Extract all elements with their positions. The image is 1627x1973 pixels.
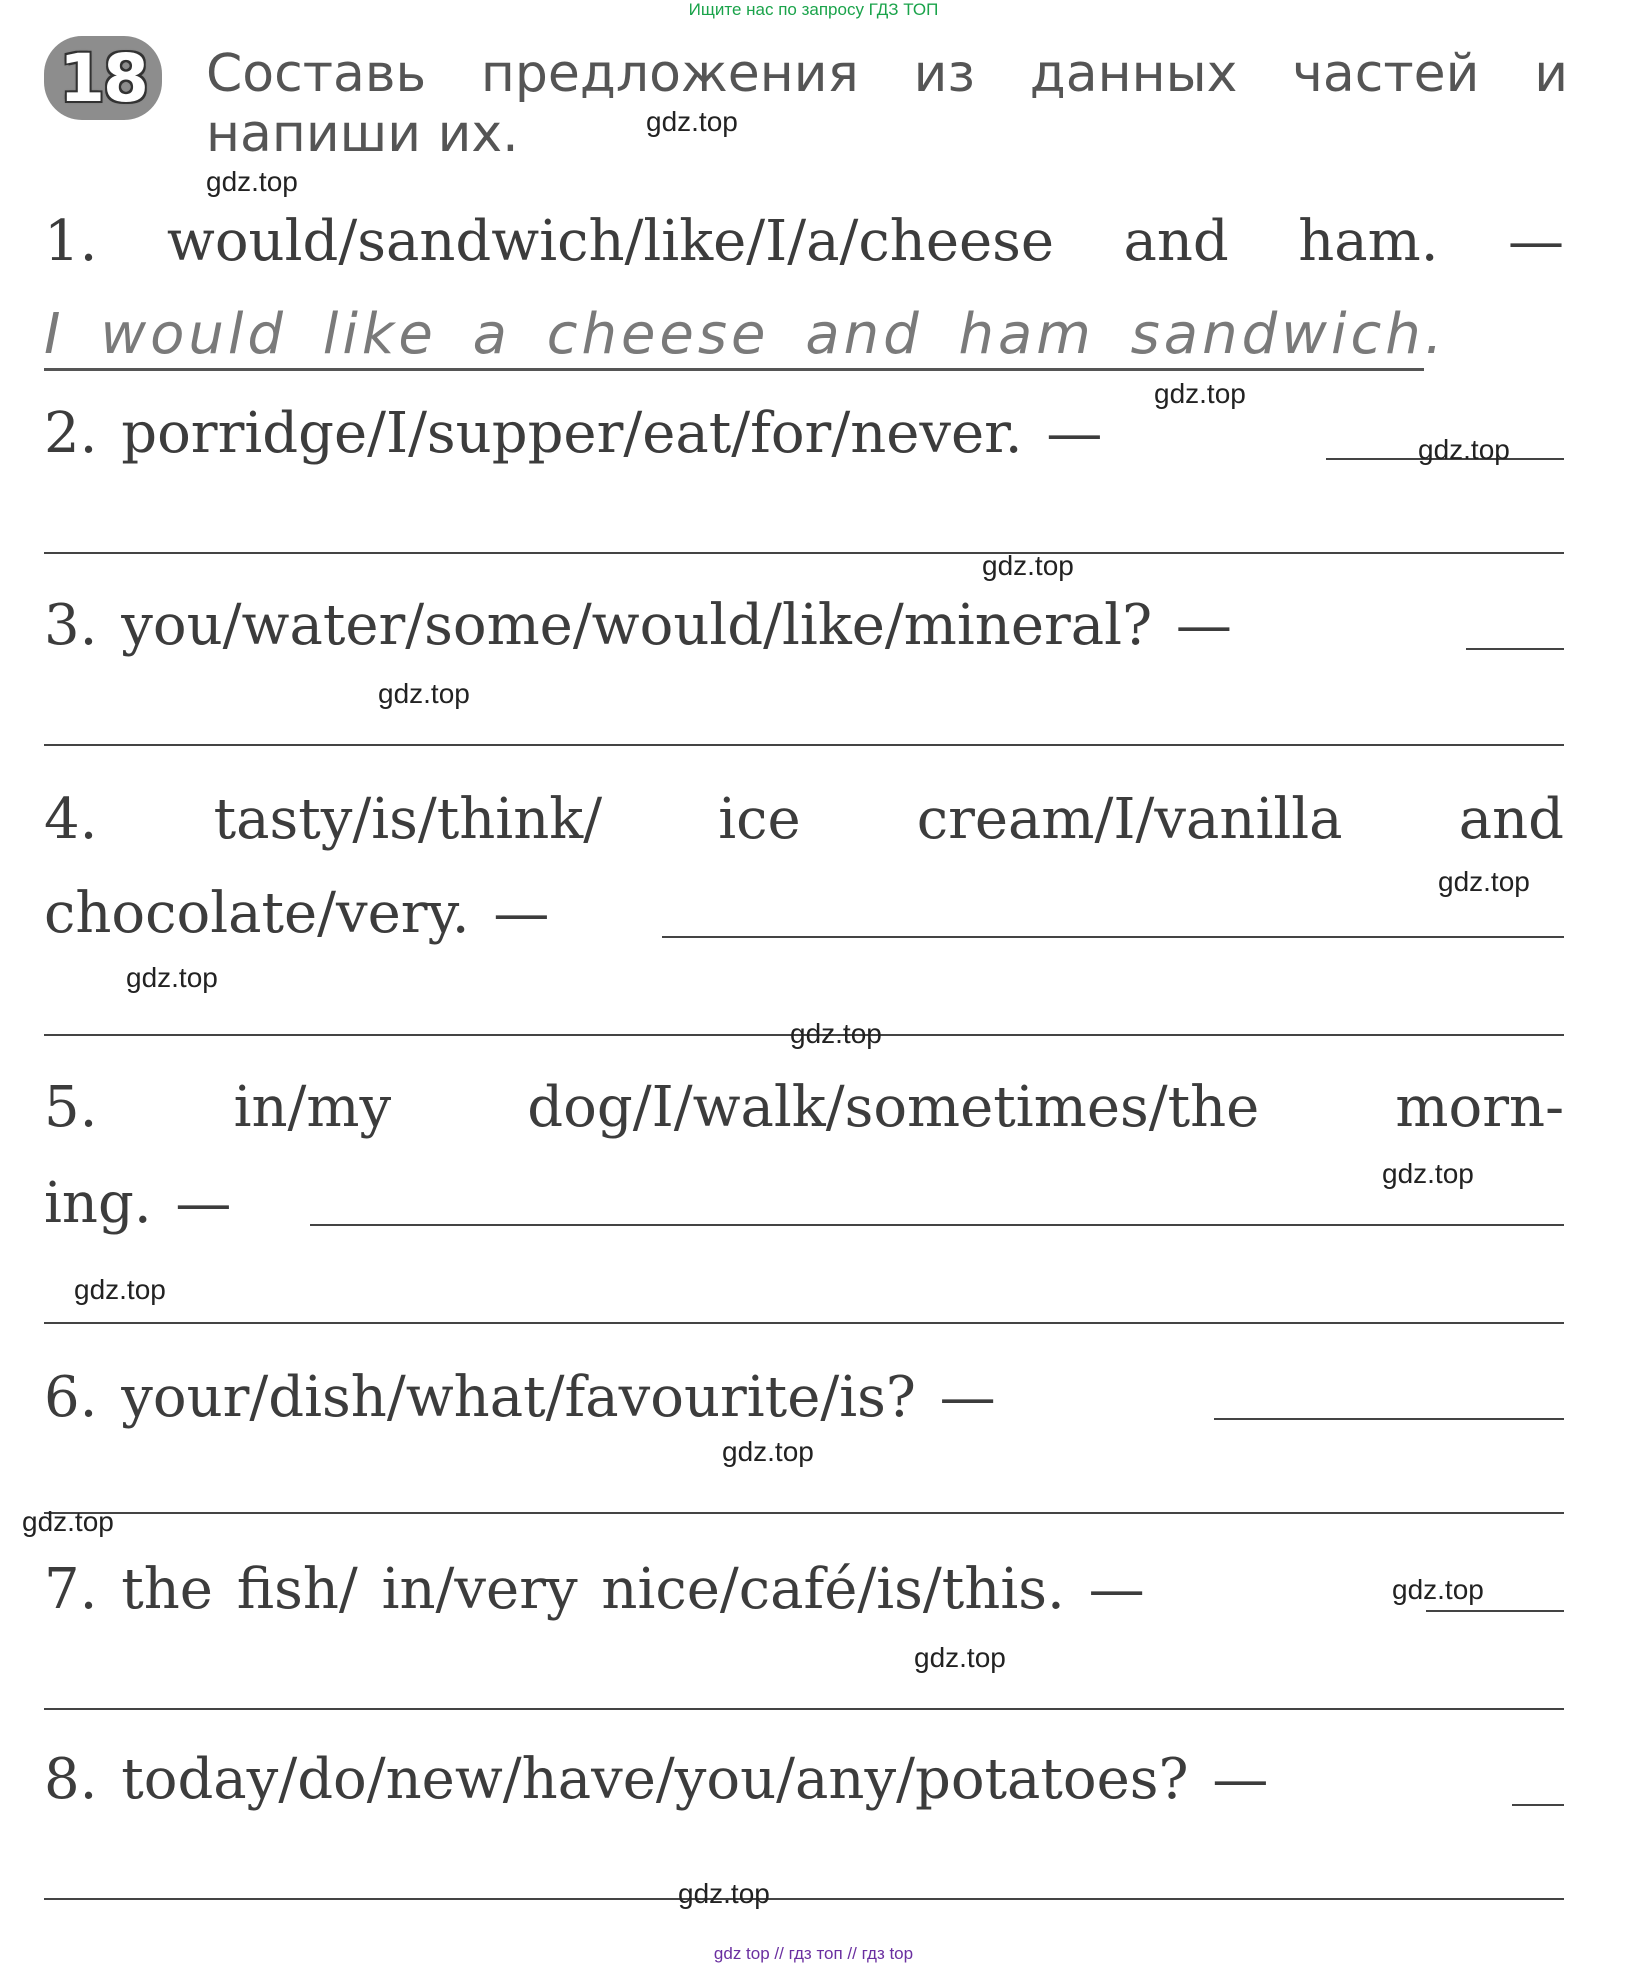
task-5-prompt-line1: 5. in/my dog/I/walk/sometimes/the morn- [44, 1075, 1564, 1140]
task-6-answer-line-a[interactable] [1214, 1418, 1564, 1420]
task-5-answer-line-a[interactable] [310, 1224, 1564, 1226]
top-search-note: Ищите нас по запросу ГДЗ ТОП [688, 0, 939, 19]
task-8-prompt: 8. today/do/new/have/you/any/potatoes? — [44, 1747, 1269, 1812]
task-4-answer-line-a[interactable] [662, 936, 1564, 938]
task-3-answer-line-a[interactable] [1466, 648, 1564, 650]
task-7-answer-line-a[interactable] [1426, 1610, 1564, 1612]
watermark: gdz.top [914, 1642, 1006, 1673]
watermark: gdz.top [1438, 866, 1530, 897]
watermark: gdz.top [646, 106, 738, 137]
watermark: gdz.top [722, 1436, 814, 1467]
exercise-instruction: Составь предложения из данных частей и напиши их. [206, 44, 1568, 164]
task-5-answer-line-b[interactable] [44, 1322, 1564, 1324]
task-6-prompt: 6. your/dish/what/favourite/is? — [44, 1365, 996, 1430]
watermark: gdz.top [678, 1878, 770, 1909]
watermark: gdz.top [74, 1274, 166, 1305]
watermark: gdz.top [1154, 378, 1246, 409]
watermark: gdz.top [982, 550, 1074, 581]
task-1-prompt: 1. would/sandwich/like/I/a/cheese and ham. — [44, 209, 1564, 274]
watermark: gdz.top [790, 1018, 882, 1049]
task-5-prompt-line2: ing. — [44, 1171, 232, 1236]
task-4-prompt-line2: chocolate/very. — [44, 881, 550, 946]
task-8-answer-line-a[interactable] [1512, 1804, 1564, 1806]
exercise-number: 18 [59, 39, 147, 117]
watermark: gdz.top [1382, 1158, 1474, 1189]
task-8-answer-line-b[interactable] [44, 1898, 1564, 1900]
task-6-answer-line-b[interactable] [44, 1512, 1564, 1514]
watermark: gdz.top [22, 1506, 114, 1537]
task-3-prompt: 3. you/water/some/would/like/mineral? — [44, 593, 1232, 658]
task-1-answer: I would like a cheese and ham sandwich. [44, 302, 1424, 371]
task-2-prompt: 2. porridge/I/supper/eat/for/never. — [44, 401, 1103, 466]
watermark: gdz.top [206, 166, 298, 197]
watermark: gdz.top [1392, 1574, 1484, 1605]
watermark: gdz.top [126, 962, 218, 993]
task-7-answer-line-b[interactable] [44, 1708, 1564, 1710]
watermark: gdz.top [378, 678, 470, 709]
exercise-number-badge [44, 36, 162, 120]
task-7-prompt: 7. the fish/ in/very nice/café/is/this. — [44, 1557, 1145, 1622]
task-2-answer-line-b[interactable] [44, 552, 1564, 554]
task-4-prompt-line1: 4. tasty/is/think/ ice cream/I/vanilla and [44, 787, 1564, 852]
footer-note: gdz top // гдз топ // гдз top [713, 1944, 914, 1963]
watermark: gdz.top [1418, 434, 1510, 465]
task-3-answer-line-b[interactable] [44, 744, 1564, 746]
